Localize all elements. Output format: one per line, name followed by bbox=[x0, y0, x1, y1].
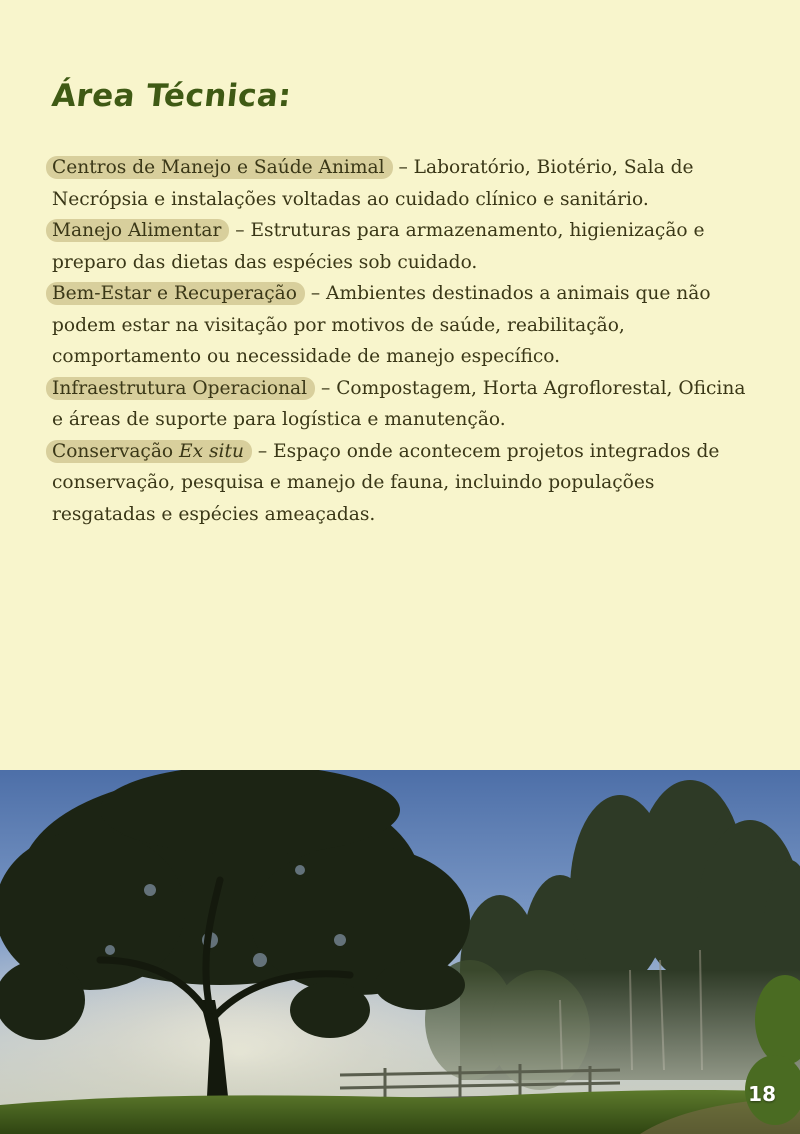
page-title: Área Técnica: bbox=[50, 78, 294, 114]
highlighted-term bbox=[46, 440, 252, 463]
tree-landscape-image bbox=[0, 770, 800, 1134]
item-description: – Estruturas para armazenamento, higienização e preparo das dietas das espécies sob cuidado. bbox=[52, 220, 705, 273]
item-description: – Laboratório, Biotério, Sala de Necrópsia e instalações voltadas ao cuidado clínico e sanitário. bbox=[52, 157, 694, 210]
list-item bbox=[52, 215, 757, 278]
highlighted-term: Centros de Manejo e Saúde Animal bbox=[46, 156, 393, 179]
term-italic-text: Ex situ bbox=[179, 440, 244, 462]
item-description: – Compostagem, Horta Agroflorestal, Oficina e áreas de suporte para logística e manutenção. bbox=[52, 377, 746, 430]
item-description: – Ambientes destinados a animais que não podem estar na visitação por motivos de saúde, reabilitação, comportamento ou necessidade de manejo específico. bbox=[52, 283, 711, 367]
highlighted-term: Infraestrutura Operacional bbox=[46, 377, 315, 400]
technical-area-list bbox=[52, 152, 757, 530]
page-number: 18 bbox=[748, 1082, 776, 1106]
item-description: – Espaço onde acontecem projetos integrados de conservação, pesquisa e manejo de fauna, incluindo populações resgatadas e espécies ameaçadas. bbox=[52, 440, 720, 525]
highlighted-term: Manejo Alimentar bbox=[46, 219, 229, 242]
list-item bbox=[52, 278, 757, 373]
highlighted-term: Bem-Estar e Recuperação bbox=[46, 282, 305, 305]
landscape-photo bbox=[0, 770, 800, 1134]
list-item bbox=[52, 436, 757, 531]
term-text: Conservação bbox=[52, 440, 174, 462]
list-item bbox=[52, 373, 757, 436]
list-item bbox=[52, 152, 757, 215]
